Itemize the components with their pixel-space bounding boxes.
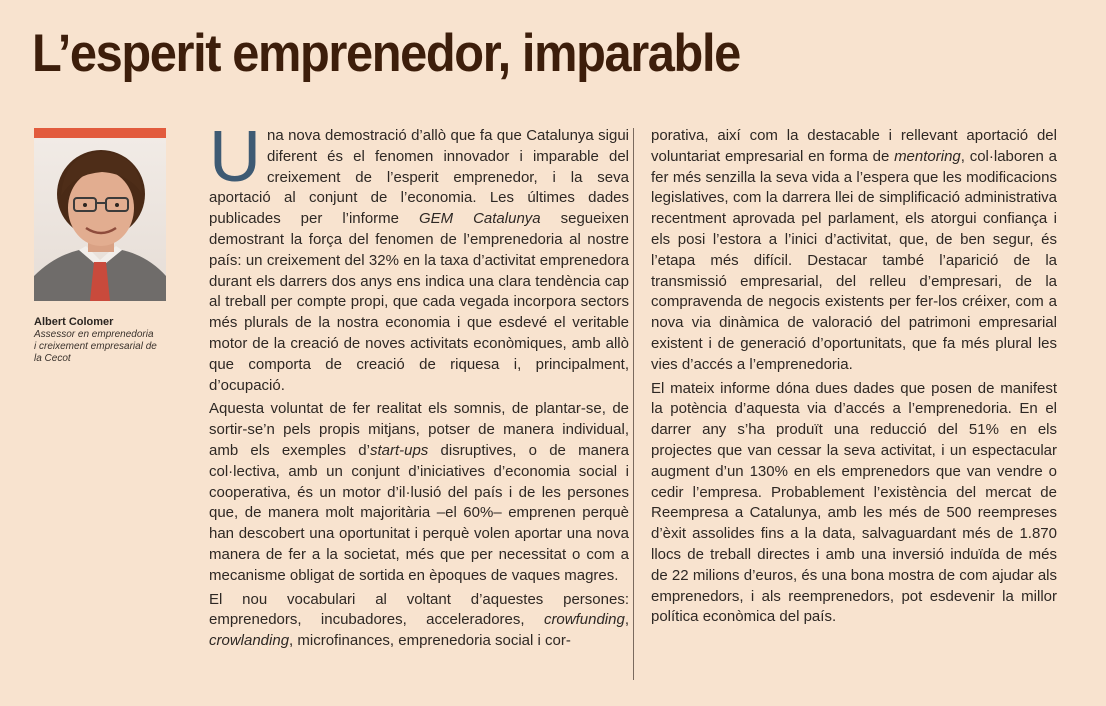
text-run-italic: crowlanding	[209, 632, 290, 650]
text-run: disruptives, o de manera col·lectiva, amb un conjunt d’iniciatives d’economia social i cooperativa, és un motor d’il·lusió del país i de les persones que, de manera molt majoritària –el 60%– emprenen perquè han descobert una oportunitat i perquè volen aportar una nova manera de fer a la societat, més que per necessitat o com a mecanisme obligat de sortida en èpoques de vaques magres.	[209, 441, 629, 584]
portrait-illustration	[34, 138, 166, 301]
article-paragraph	[209, 399, 629, 586]
article-paragraph	[209, 590, 629, 652]
article-paragraph: El mateix informe dóna dues dades que posen de manifest la potència d’aquesta via d’accés a l’emprenedoria. En el darrer any s’ha produït una reducció del 51% en els projectes que van cessar la seva activitat, i un espectacular augment d’un 130% en els emprenedors que van vendre o cedir l’empresa. Probablement l’existència del mercat de Reempresa a Catalunya, amb les més de 500 reempreses d’èxit assolides fins a la data, salvaguardant més de 1.870 llocs de treball directes i amb una inversió induïda de més de 22 milions d’euros, és una bona mostra de com ajudar als emprenedors, i als reemprenedors, pot esdevenir la millor política econòmica del país.	[651, 379, 1057, 626]
article-headline: L’esperit emprenedor, imparable	[32, 24, 740, 83]
text-run: Aquesta voluntat de fer realitat els somnis, de plantar-se, de sortir-se’n pels propis mitjans, potser de manera individual, amb els exemples d’	[209, 400, 629, 459]
author-role-line: Assessor en emprenedoria	[34, 329, 154, 340]
author-photo	[34, 138, 166, 301]
author-role-line: i creixement empresarial de	[34, 341, 157, 352]
author-role-line: la Cecot	[34, 353, 71, 364]
article-paragraph	[209, 117, 629, 396]
text-run-italic: mentoring	[894, 147, 961, 165]
accent-bar	[34, 128, 166, 138]
text-run: segueixen demostrant la força del fenomen de l’emprenedoria al nostre país: un creixement del 32% en la taxa d’activitat emprenedora durant els darrers dos anys ens indica una clara tendència cap al treball per compte propi, que cada vegada incorpora sectors més plurals de la nostra economia i que esdevé el veritable motor de la creació de noves activitats econòmiques, amb allò que comporta de creació de riquesa i, principalment, d’ocupació.	[209, 210, 629, 394]
text-run-italic: GEM Catalunya	[418, 210, 541, 228]
article-column-1	[209, 117, 629, 655]
text-run-italic: crowfunding	[543, 611, 625, 629]
author-box	[34, 128, 194, 365]
author-role	[34, 329, 194, 365]
article-paragraph	[651, 126, 1057, 376]
text-run: El nou vocabulari al voltant d’aquestes persones: emprenedors, incubadores, acceleradores,	[209, 590, 629, 629]
text-run: ,	[624, 611, 629, 629]
drop-cap: U	[209, 117, 261, 197]
text-run: , microfinances, emprenedoria social i cor-	[289, 632, 571, 650]
column-divider	[633, 128, 634, 680]
text-run: , col·laboren a fer més senzilla la seva vida a l’espera que les modificacions legislatives, com la darrera llei de simplificació administrativa recentment aprovada pel parlament, els atorgui confiança i els posi l’estora a l’inici d’activitat, que, de ben segur, és l’etapa més difícil. Destacar també l’aparició de la transmissió empresarial, del relleu d’empresari, de la compravenda de negocis existents per fer-los créixer, com a nova via dinàmica de valoració del patrimoni empresarial existent i de generació d’oportunitats, que fa més plural les vies d’accés a l’emprenedoria.	[651, 147, 1057, 373]
text-run: na nova demostració d’allò que fa que Catalunya sigui diferent és el fenomen innovador i imparable del creixement de l’esperit emprenedor, i la seva aportació al conjunt de l’economia. Les últimes dades publicades per l’informe	[209, 127, 629, 228]
text-run-italic: start-ups	[369, 441, 429, 459]
article-column-2	[651, 126, 1057, 631]
text-run: porativa, així com la destacable i rellevant aportació del voluntariat empresarial en forma de	[651, 127, 1057, 165]
author-name: Albert Colomer	[34, 316, 114, 328]
